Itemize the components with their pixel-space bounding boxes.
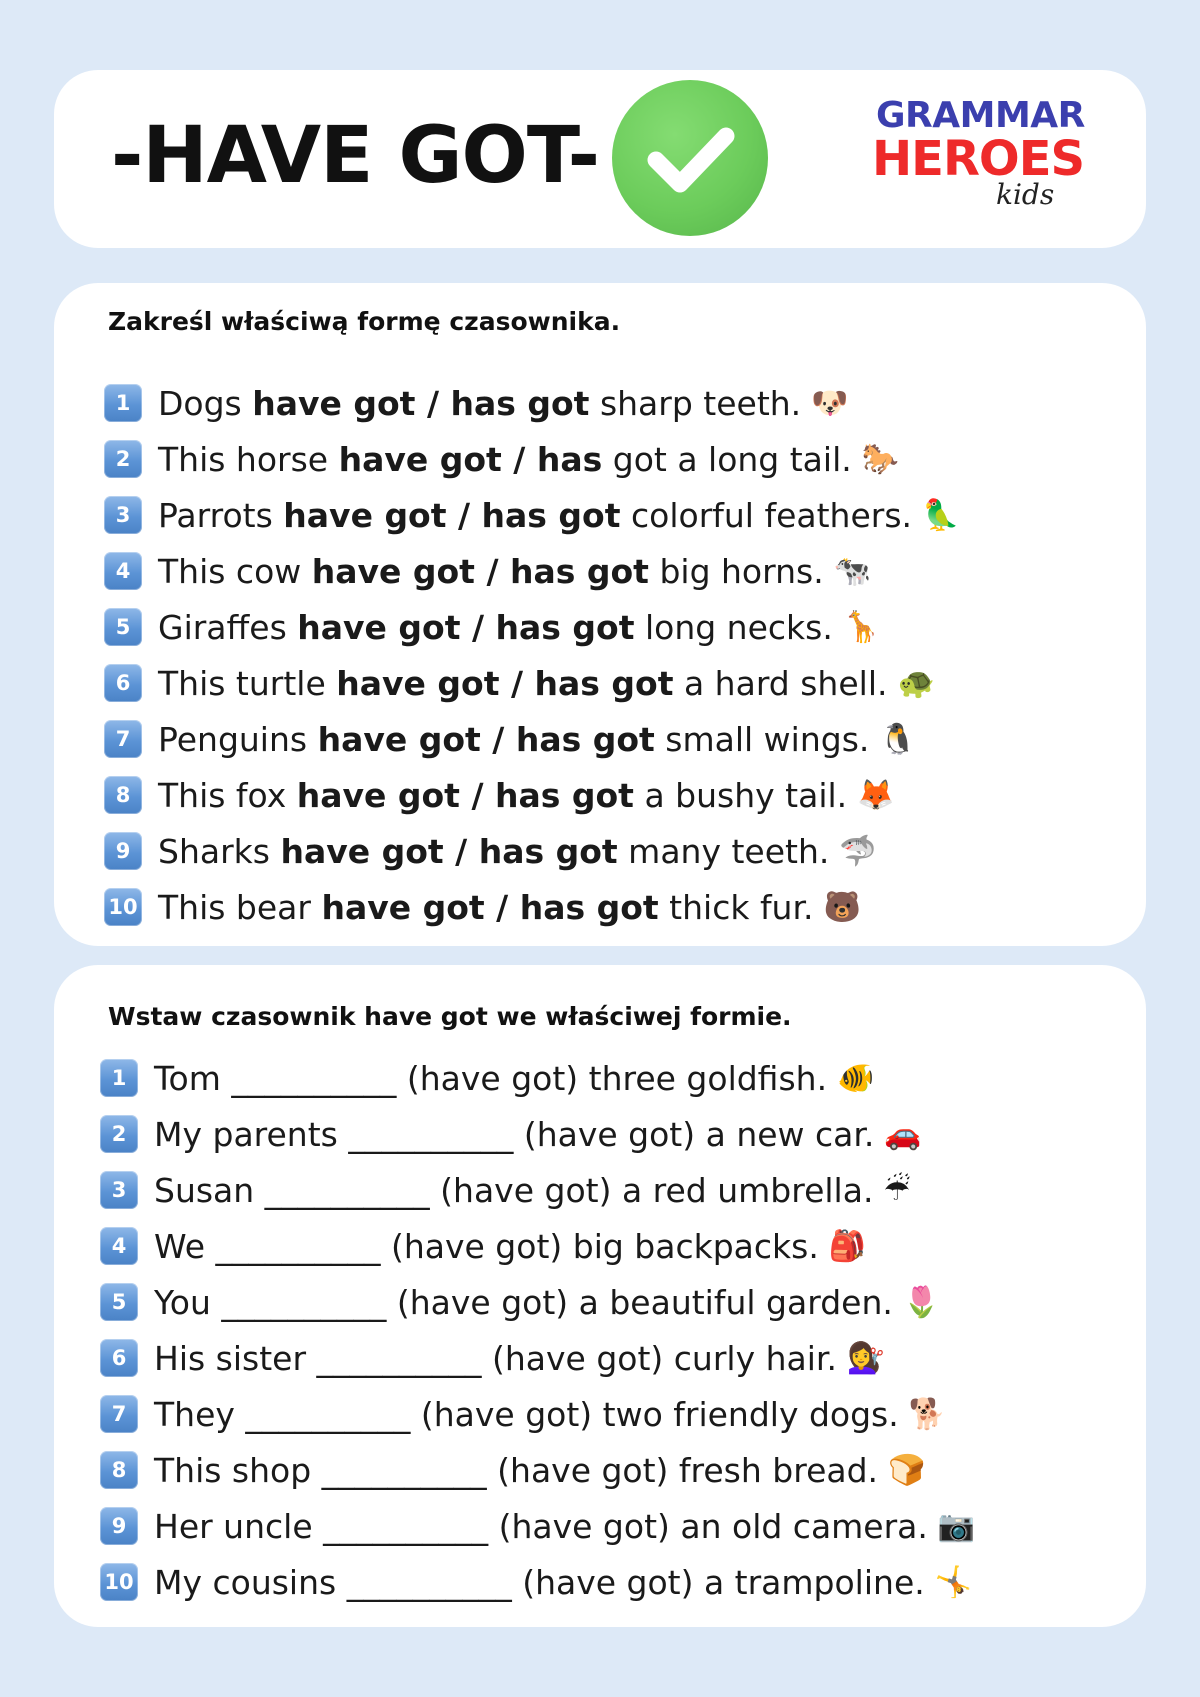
sentence-end: got a long tail. bbox=[612, 439, 852, 479]
list-item bbox=[104, 880, 861, 934]
exercise-2-instruction: Wstaw czasownik have got we właściwej formie. bbox=[108, 1002, 792, 1031]
backpack-icon: 🎒 bbox=[828, 1228, 867, 1264]
verb-options[interactable]: have got / has bbox=[338, 439, 603, 479]
number-badge: 7 bbox=[100, 1395, 138, 1433]
exercise-2-card bbox=[54, 965, 1146, 1627]
fill-in-sentence[interactable]: Susan __________ (have got) a red umbrella. bbox=[154, 1170, 874, 1210]
sentence-end: a hard shell. bbox=[683, 663, 888, 703]
list-item bbox=[100, 1163, 910, 1217]
verb-options[interactable]: have got / has got bbox=[252, 383, 590, 423]
fill-in-sentence[interactable]: His sister __________ (have got) curly hair. bbox=[154, 1338, 837, 1378]
verb-options[interactable]: have got / has got bbox=[311, 551, 649, 591]
sentence-start: This turtle bbox=[158, 663, 326, 703]
sentence-end: small wings. bbox=[665, 719, 870, 759]
grammar-heroes-logo bbox=[872, 95, 1085, 226]
list-item bbox=[104, 656, 935, 710]
sentence-end: colorful feathers. bbox=[631, 495, 912, 535]
fill-in-sentence[interactable]: My parents __________ (have got) a new car. bbox=[154, 1114, 875, 1154]
sentence-start: This bear bbox=[158, 887, 311, 927]
fill-in-sentence[interactable]: We __________ (have got) big backpacks. bbox=[154, 1226, 819, 1266]
page-title: -HAVE GOT- bbox=[111, 111, 599, 201]
shark-icon: 🦈 bbox=[839, 833, 877, 869]
number-badge: 1 bbox=[100, 1059, 138, 1097]
list-item bbox=[100, 1499, 975, 1553]
number-badge: 5 bbox=[100, 1283, 138, 1321]
camera-icon: 📷 bbox=[937, 1508, 976, 1544]
list-item bbox=[100, 1443, 925, 1497]
verb-options[interactable]: have got / has got bbox=[296, 775, 634, 815]
dog-icon: 🐕 bbox=[908, 1396, 947, 1432]
sentence-end: long necks. bbox=[644, 607, 833, 647]
cow-icon: 🐄 bbox=[833, 553, 872, 589]
fill-in-sentence[interactable]: My cousins __________ (have got) a trampoline. bbox=[154, 1562, 925, 1602]
verb-options[interactable]: have got / has got bbox=[317, 719, 655, 759]
list-item bbox=[104, 600, 880, 654]
turtle-icon: 🐢 bbox=[897, 665, 935, 701]
sentence-start: This horse bbox=[158, 439, 329, 479]
fill-in-sentence[interactable]: Her uncle __________ (have got) an old camera. bbox=[154, 1506, 928, 1546]
haircut-icon: 💇‍♀️ bbox=[846, 1340, 885, 1376]
sentence-start: This fox bbox=[158, 775, 287, 815]
list-item bbox=[100, 1107, 922, 1161]
cartwheel-icon: 🤸 bbox=[934, 1564, 973, 1600]
bread-icon: 🍞 bbox=[888, 1452, 926, 1488]
sentence-start: This cow bbox=[158, 551, 302, 591]
verb-options[interactable]: have got / has got bbox=[280, 831, 618, 871]
number-badge: 9 bbox=[100, 1507, 138, 1545]
sentence-start: Giraffes bbox=[158, 607, 287, 647]
number-badge: 8 bbox=[100, 1451, 138, 1489]
number-badge: 4 bbox=[100, 1227, 138, 1265]
sentence-end: a bushy tail. bbox=[644, 775, 848, 815]
logo-line-heroes: HEROES bbox=[872, 131, 1085, 187]
number-badge: 3 bbox=[104, 496, 142, 534]
number-badge: 6 bbox=[100, 1339, 138, 1377]
list-item bbox=[100, 1275, 940, 1329]
fill-in-sentence[interactable]: Tom __________ (have got) three goldfish. bbox=[154, 1058, 828, 1098]
verb-options[interactable]: have got / has got bbox=[297, 607, 635, 647]
number-badge: 9 bbox=[104, 832, 142, 870]
number-badge: 5 bbox=[104, 608, 142, 646]
list-item bbox=[104, 544, 871, 598]
list-item bbox=[100, 1555, 972, 1609]
sentence-end: many teeth. bbox=[628, 831, 830, 871]
number-badge: 3 bbox=[100, 1171, 138, 1209]
tropical-fish-icon: 🐠 bbox=[837, 1060, 875, 1096]
list-item bbox=[100, 1051, 874, 1105]
sentence-start: Dogs bbox=[158, 383, 242, 423]
tulip-icon: 🌷 bbox=[902, 1284, 941, 1320]
check-mark-icon bbox=[612, 80, 768, 236]
giraffe-icon: 🦒 bbox=[842, 609, 881, 645]
exercise-1-card bbox=[54, 283, 1146, 946]
number-badge: 4 bbox=[104, 552, 142, 590]
list-item bbox=[104, 376, 849, 430]
list-item bbox=[100, 1387, 946, 1441]
header-card bbox=[54, 70, 1146, 248]
verb-options[interactable]: have got / has got bbox=[321, 887, 659, 927]
fill-in-sentence[interactable]: You __________ (have got) a beautiful garden. bbox=[154, 1282, 893, 1322]
fox-icon: 🦊 bbox=[857, 777, 895, 813]
fill-in-sentence[interactable]: They __________ (have got) two friendly dogs. bbox=[154, 1394, 899, 1434]
verb-options[interactable]: have got / has got bbox=[336, 663, 674, 703]
sentence-end: big horns. bbox=[659, 551, 824, 591]
list-item bbox=[104, 712, 917, 766]
umbrella-icon: ☔ bbox=[883, 1172, 911, 1208]
number-badge: 7 bbox=[104, 720, 142, 758]
number-badge: 10 bbox=[104, 888, 142, 926]
number-badge: 2 bbox=[100, 1115, 138, 1153]
dog-face-icon: 🐶 bbox=[811, 385, 849, 421]
list-item bbox=[100, 1331, 884, 1385]
exercise-1-list bbox=[54, 283, 1146, 946]
logo-line-kids: kids bbox=[996, 178, 1055, 211]
penguin-icon: 🐧 bbox=[879, 721, 917, 757]
list-item bbox=[104, 824, 877, 878]
exercise-2-list bbox=[54, 965, 1146, 1627]
list-item bbox=[104, 432, 899, 486]
car-icon: 🚗 bbox=[884, 1116, 922, 1152]
list-item bbox=[104, 488, 959, 542]
sentence-start: Sharks bbox=[158, 831, 270, 871]
number-badge: 1 bbox=[104, 384, 142, 422]
fill-in-sentence[interactable]: This shop __________ (have got) fresh bread. bbox=[154, 1450, 879, 1490]
bear-face-icon: 🐻 bbox=[823, 889, 861, 925]
logo-line-grammar: GRAMMAR bbox=[876, 95, 1085, 136]
horse-icon: 🐎 bbox=[861, 441, 900, 477]
exercise-1-instruction: Zakreśl właściwą formę czasownika. bbox=[108, 307, 621, 336]
number-badge: 6 bbox=[104, 664, 142, 702]
list-item bbox=[100, 1219, 866, 1273]
parrot-icon: 🦜 bbox=[922, 497, 960, 533]
number-badge: 2 bbox=[104, 440, 142, 478]
sentence-end: thick fur. bbox=[669, 887, 814, 927]
sentence-start: Penguins bbox=[158, 719, 308, 759]
sentence-start: Parrots bbox=[158, 495, 273, 535]
number-badge: 10 bbox=[100, 1563, 138, 1601]
number-badge: 8 bbox=[104, 776, 142, 814]
verb-options[interactable]: have got / has got bbox=[283, 495, 621, 535]
list-item bbox=[104, 768, 895, 822]
sentence-end: sharp teeth. bbox=[599, 383, 802, 423]
